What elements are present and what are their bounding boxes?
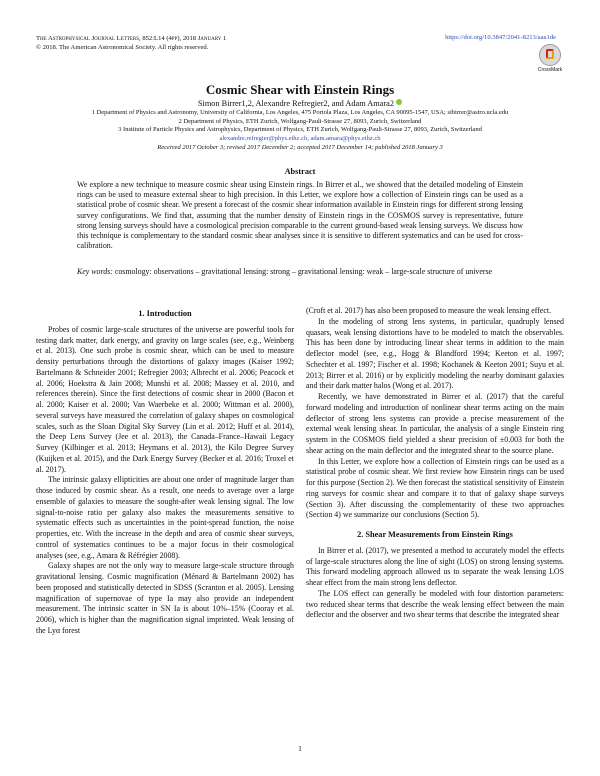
- author-list: [0, 99, 600, 108]
- orcid-icon[interactable]: [396, 99, 402, 105]
- paragraph: In Birrer et al. (2017), we presented a method to accurately model the effects of large-scale structures along the line of sight (LOS) on strong lensing systems. This forward modeling approach allowed us to separate the weak lensing LOS shear effect from the main strong lens deflector.: [306, 545, 564, 587]
- keywords: [77, 267, 523, 277]
- keywords-label: Key words:: [77, 267, 113, 276]
- affiliation-2: 2 Department of Physics, ETH Zurich, Wolfgang-Pauli-Strasse 27, 8093, Zurich, Switzerland: [178, 117, 422, 125]
- crossmark-badge[interactable]: [537, 44, 563, 73]
- paragraph: In the modeling of strong lens systems, in particular, quadruply lensed quasars, weak lensing distortions have to be modeled to match the observables. This has been done by introducing linear shear terms in addition to the main deflector model (see, e.g., Hogg & Blandford 1994; Keeton et al. 1997; Schechter et al. 1997; Fischer et al. 1998; Kochanek & Keeton 2001; Suyu et al. 2013; Birrer et al. 2016) or by explicitly modeling the nearby dominant galaxies and their dark matter halos (Wong et al. 2017).: [306, 316, 564, 391]
- publication-dates: Received 2017 October 3; revised 2017 December 2; accepted 2017 December 14; published 2018 January 3: [157, 143, 443, 151]
- paper-title: Cosmic Shear with Einstein Rings: [205, 82, 395, 97]
- paragraph: In this Letter, we explore how a collection of Einstein rings can be used as a statistical probe of cosmic shear. We first review how Einstein rings can be used for this purpose (Section 2). We then forecast the statistical sensitivity of Einstein ring surveys for cosmic shear and compare it to that of galaxy shape surveys (Section 3). After discussing the complementarity of these two approaches (Section 4) we summarize our conclusions (Section 5).: [306, 456, 564, 520]
- crossmark-icon: [539, 44, 561, 66]
- left-column: [36, 306, 294, 637]
- crossmark-label: CrossMark: [537, 67, 563, 73]
- author-names: Simon Birrer1,2, Alexandre Refregier2, and Adam Amara2: [197, 99, 394, 108]
- affiliation-3: 3 Institute of Particle Physics and Astrophysics, Department of Physics, ETH Zurich, Wolfgang-Pauli-Strasse 27, 8093, Zurich, Switzerland: [118, 126, 482, 134]
- copyright-notice: © 2018. The American Astronomical Society. All rights reserved.: [36, 44, 209, 51]
- paragraph: Galaxy shapes are not the only way to measure large-scale structure through gravitational lensing. Cosmic magnification (Ménard & Bartelmann 2002) has been proposed and statistically detected in SDSS (Scranton et al. 2005). Lensing magnification of supernovae of type Ia may also provide an independent measurement. The intrinsic scatter in SN Ia is about 10%–15% (Cooray et al. 2006), which is higher than the magnification signal imprinted. Weak lensing of the Lyα forest: [36, 561, 294, 635]
- paragraph: The intrinsic galaxy ellipticities are about one order of magnitude larger than those induced by cosmic shear. As a result, one needs to average over a large ensemble of galaxies to measure the sought-after weak lensing signal. The low signal-to-noise ratio per galaxy also makes the measurements sensitive to systematic effects such as uncertainties in the point-spread function, the noise properties, etc. With the increase in the depth and area of cosmic shear surveys, control of systematics continues to be a major focus in their cosmological analyses (see, e.g., Amara & Réfrégier 2008).: [36, 475, 294, 560]
- section-heading-introduction: 1. Introduction: [138, 309, 192, 318]
- keywords-list: cosmology: observations – gravitational lensing: strong – gravitational lensing: weak – large-scale structure of universe: [114, 267, 493, 276]
- journal-citation: The Astrophysical Journal Letters, 852:L14 (4pp), 2018 January 1: [36, 35, 227, 42]
- running-header: [36, 34, 226, 52]
- right-column: [306, 306, 564, 621]
- doi-link[interactable]: https://doi.org/10.3847/2041-8213/aaa1de: [445, 34, 556, 41]
- page-number: 1: [298, 744, 302, 753]
- abstract-text: We explore a new technique to measure cosmic shear using Einstein rings. In Birrer et al., we showed that the detailed modeling of Einstein rings can be used to measure external shear to high precision. In this Letter, we explore how a collection of Einstein rings can be used as a statistical probe of cosmic shear. We present a forecast of the cosmic shear information available in Einstein rings for different strong lensing survey configurations. We find that, assuming that the number density of Einstein rings in the COSMOS survey is representative, future strong lensing surveys should have a cosmological precision comparable to the current ground-based weak lensing surveys. We discuss how this technique is complementary to the standard cosmic shear analyses since it is sensitive to different systematics and can be used for cross-calibration.: [77, 180, 523, 251]
- paragraph: Recently, we have demonstrated in Birrer et al. (2017) that the careful forward modeling and introduction of nonlinear shear terms acting on the main deflector of strong lens systems can provide a precise measurement of the external weak lensing shear. In particular, the analysis of a single Einstein ring system in the COSMOS field yielded a shear precision of ±0.003 for both the shear acting on the main deflector and the integrated shear to the source plane.: [306, 392, 564, 455]
- affiliations: [36, 109, 564, 153]
- paragraph: (Croft et al. 2017) has also been proposed to measure the weak lensing effect.: [306, 306, 552, 315]
- section-heading-shear-measurements: 2. Shear Measurements from Einstein Rings: [357, 530, 513, 539]
- author-emails[interactable]: alexandre.refregier@phys.ethz.ch, adam.amara@phys.ethz.ch: [219, 135, 381, 143]
- paragraph: The LOS effect can generally be modeled with four distortion parameters: two reduced shear terms that describe the weak lensing effect between the main deflector and the observer and two shear terms that describe the integrated shear: [306, 588, 564, 620]
- abstract-heading: Abstract: [284, 167, 316, 176]
- paragraph: Probes of cosmic large-scale structures of the universe are powerful tools for testing dark matter, dark energy, and gravity on large scales (see, e.g., Weinberg et al. 2013). One such probe is cosmic shear, which can be used to measure density perturbations through the distortions of galaxy images (Kaiser 1992; Bartelmann & Schneider 2001; Refregier 2003; Albrecht et al. 2006; Peacock et al. 2006; Hoekstra & Jain 2008; Munshi et al. 2008; Massey et al. 2010, and references therein). Since the first detections of cosmic shear in 2000 (Bacon et al. 2000; Kaiser et al. 2000; Van Waerbeke et al. 2000; Wittman et al. 2000), several surveys have measured the correlation of galaxy shapes on cosmological scales, such as the Sloan Digital Sky Survey (Lin et al. 2012; Huff et al. 2014), the Deep Lens Survey (Jee et al. 2013), the Canada–France–Hawaii Legacy Survey (Kilbinger et al. 2013; Heymans et al. 2013), the Kilo Degree Survey (Kuijken et al. 2015), and the Dark Energy Survey (Becker et al. 2016; Troxel et al. 2017).: [36, 324, 294, 474]
- affiliation-1: 1 Department of Physics and Astronomy, University of California, Los Angeles, 475 Portola Plaza, Los Angeles, CA 90095-1547, USA; sibirrer@astro.ucla.edu: [91, 109, 509, 116]
